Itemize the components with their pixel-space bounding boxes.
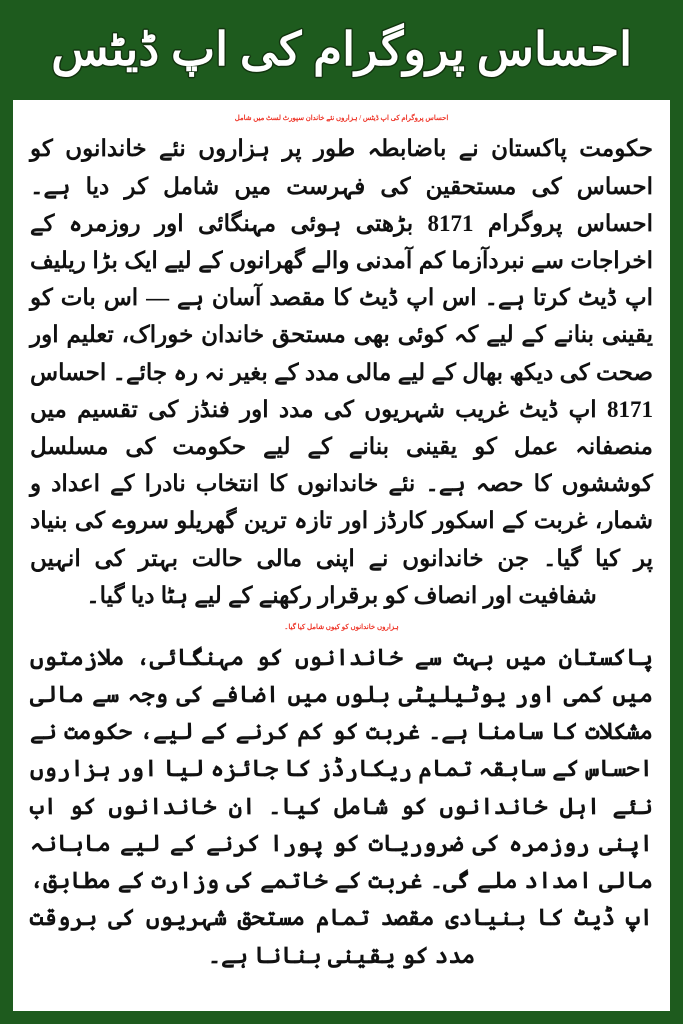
article-paragraph-1: حکومت پاکستان نے باضابطہ طور پر ہزاروں نئے خاندانوں کو احساس کی مستحقین کی فہرست میں شامل کر دیا ہے۔ احساس پروگرام 8171 بڑھتی ہوئی مہنگائی اور روزمرہ کے اخراجات سے نبردآزما کم آمدنی والے گھرانوں کے لیے ایک بڑا ریلیف اپ ڈیٹ کرتا ہے۔ اس اپ ڈیٹ کا مقصد آسان ہے — اس بات کو یقینی بنانے کے لیے کہ کوئی بھی مستحق خاندان خوراک، تعلیم اور صحت کی دیکھ بھال کے لیے مالی مدد کے بغیر نہ رہ جائے۔ احساس 8171 اپ ڈیٹ غریب شہریوں کی مدد اور فنڈز کی تقسیم میں منصفانہ عمل کو یقینی بنانے کے لیے حکومت کی مسلسل کوششوں کا حصہ ہے۔ نئے خاندانوں کا انتخاب نادرا کے اعداد و شمار، غربت کے اسکور کارڈز اور تازہ ترین گھریلو سروے کی بنیاد پر کیا گیا۔ جن خاندانوں نے اپنی مالی حالت بہتر کی انہیں شفافیت اور انصاف کو برقرار رکھنے کے لیے ہٹا دیا گیا۔ bbox=[30, 136, 654, 608]
header-band bbox=[13, 0, 670, 100]
article-sub-heading: احساس پروگرام کی اپ ڈیٹس / ہزاروں نئے خاندان سپورٹ لسٹ میں شامل bbox=[234, 114, 449, 122]
article-sheet bbox=[13, 100, 670, 1011]
article-body bbox=[30, 114, 653, 974]
article-section-heading: ہزاروں خاندانوں کو کیوں شامل کیا گیا۔ bbox=[284, 623, 399, 632]
article-paragraph-2: پاکستان میں بہت سے خاندانوں کو مہنگائی، ملازمتوں میں کمی اور یوٹیلیٹی بلوں میں اضافے کی وجہ سے مالی مشکلات کا سامنا ہے۔ غربت کو کم کرنے کے لیے، حکومت نے احساس کے سابقہ تمام ریکارڈز کا جائزہ لیا اور ہزاروں نئے اہل خاندانوں کو شامل کیا۔ ان خاندانوں کو اب اپنی روزمرہ کی ضروریات کو پورا کرنے کے لیے ماہانہ مالی امداد ملے گی۔ غربت کے خاتمے کی وزارت کے مطابق، اپ ڈیٹ کا بنیادی مقصد تمام مستحق شہریوں کی بروقت مدد کو یقینی بنانا ہے۔ bbox=[30, 644, 654, 968]
page-title: احساس پروگرام کی اپ ڈیٹس bbox=[51, 23, 632, 75]
